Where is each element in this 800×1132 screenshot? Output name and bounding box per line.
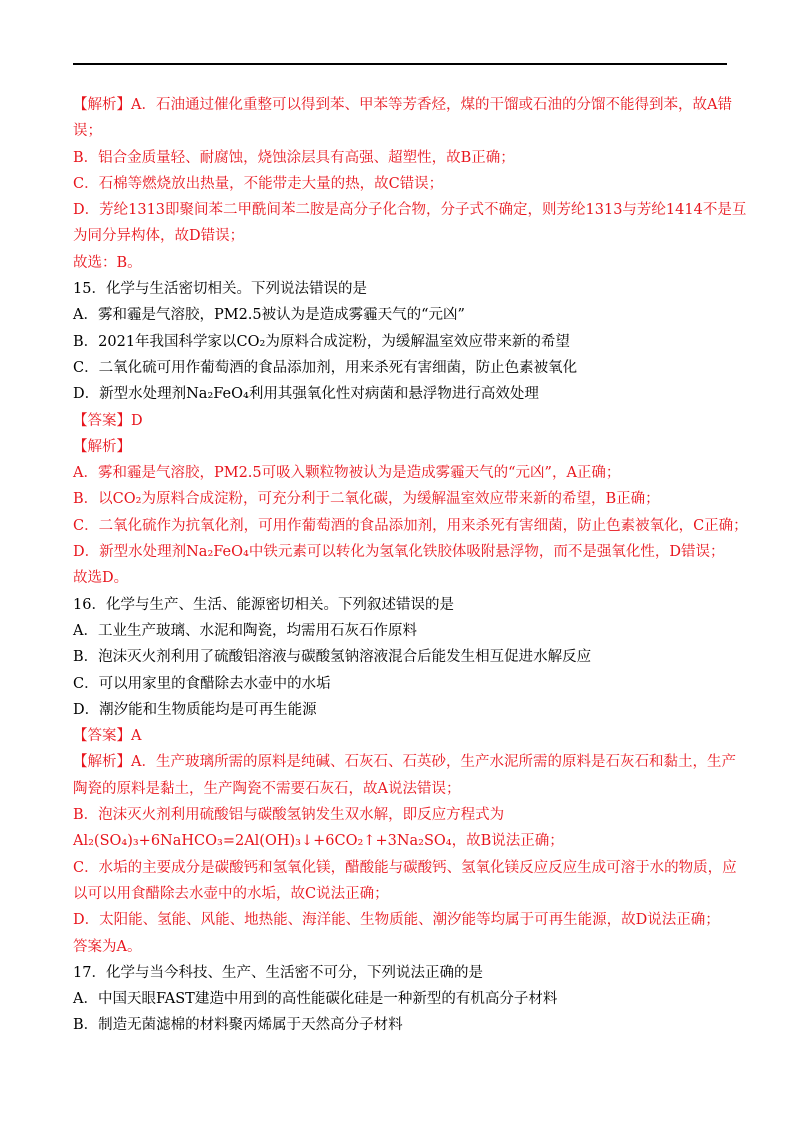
text-line: 故选：B。 (73, 254, 142, 271)
text-line: 【解析】A．石油通过催化重整可以得到苯、甲苯等芳香烃，煤的干馏或石油的分馏不能得到苯，故A错 (73, 97, 732, 113)
text-line: 答案为A。 (73, 938, 142, 955)
text-line: D．太阳能、氢能、风能、地热能、海洋能、生物质能、潮汐能等均属于可再生能源，故D说法正确； (73, 912, 720, 929)
text-line: B．以CO₂为原料合成淀粉，可充分利于二氧化碳，为缓解温室效应带来新的希望，B正确； (73, 491, 660, 508)
text-line: 【解析】 (73, 438, 131, 455)
text-line: 17．化学与当今科技、生产、生活密不可分，下列说法正确的是 (73, 964, 483, 981)
document-body (73, 92, 748, 1039)
text-line: Al₂(SO₄)₃+6NaHCO₃=2Al(OH)₃↓+6CO₂↑+3Na₂SO₄，故B说法正确； (73, 833, 564, 850)
text-line: A．中国天眼FAST建造中用到的高性能碳化硅是一种新型的有机高分子材料 (73, 991, 558, 1008)
text-line: A．工业生产玻璃、水泥和陶瓷，均需用石灰石作原料 (73, 622, 417, 639)
text-line: 陶瓷的原料是黏土，生产陶瓷不需要石灰石，故A说法错误； (73, 780, 461, 797)
text-line: A．雾和霾是气溶胶，PM2.5被认为是造成雾霾天气的“元凶” (73, 307, 465, 324)
text-line: 以可以用食醋除去水壶中的水垢，故C说法正确； (73, 885, 389, 902)
text-line: C．二氧化硫作为抗氧化剂，可用作葡萄酒的食品添加剂，用来杀死有害细菌，防止色素被氧化，C正确； (73, 517, 748, 534)
text-line: D．芳纶1313即聚间苯二甲酰间苯二胺是高分子化合物，分子式不确定，则芳纶1313与芳纶1414不是互 (73, 202, 747, 219)
text-line: B．铝合金质量轻、耐腐蚀，烧蚀涂层具有高强、超塑性，故B正确； (73, 149, 515, 166)
text-line: B．泡沫灭火剂利用硫酸铝与碳酸氢钠发生双水解，即反应方程式为 (73, 807, 505, 824)
text-line: 15．化学与生活密切相关。下列说法错误的是 (73, 281, 367, 298)
text-line: D．新型水处理剂Na₂FeO₄中铁元素可以转化为氢氧化铁胶体吸附悬浮物，而不是强氧化性，D错误； (73, 544, 725, 561)
text-line: 16．化学与生产、生活、能源密切相关。下列叙述错误的是 (73, 596, 454, 613)
text-line: B．泡沫灭火剂利用了硫酸铝溶液与碳酸氢钠溶液混合后能发生相互促进水解反应 (73, 649, 592, 666)
text-line: 【答案】D (73, 412, 143, 429)
text-line: D．潮汐能和生物质能均是可再生能源 (73, 701, 317, 718)
text-line: 为同分异构体，故D错误； (73, 228, 245, 245)
text-line: C．可以用家里的食醋除去水壶中的水垢 (73, 675, 331, 692)
text-line: B．2021年我国科学家以CO₂为原料合成淀粉，为缓解温室效应带来新的希望 (73, 333, 570, 350)
text-line: D．新型水处理剂Na₂FeO₄利用其强氧化性对病菌和悬浮物进行高效处理 (73, 386, 539, 403)
text-line: 【解析】A．生产玻璃所需的原料是纯碱、石灰石、石英砂，生产水泥所需的原料是石灰石和黏土，生产 (73, 754, 736, 771)
text-line: 误； (73, 123, 102, 140)
text-line: 故选D。 (73, 570, 129, 587)
text-line: A．雾和霾是气溶胶，PM2.5可吸入颗粒物被认为是造成雾霾天气的“元凶”，A正确； (73, 465, 621, 482)
header-rule (73, 63, 727, 65)
text-line: 【答案】A (73, 728, 142, 745)
text-line: C．石棉等燃烧放出热量，不能带走大量的热，故C错误； (73, 175, 444, 192)
text-line: B．制造无菌滤棉的材料聚丙烯属于天然高分子材料 (73, 1017, 403, 1034)
text-line: C．二氧化硫可用作葡萄酒的食品添加剂，用来杀死有害细菌，防止色素被氧化 (73, 359, 578, 376)
text-line: C．水垢的主要成分是碳酸钙和氢氧化镁，醋酸能与碳酸钙、氢氧化镁反应反应生成可溶于水的物质，应 (73, 859, 737, 876)
